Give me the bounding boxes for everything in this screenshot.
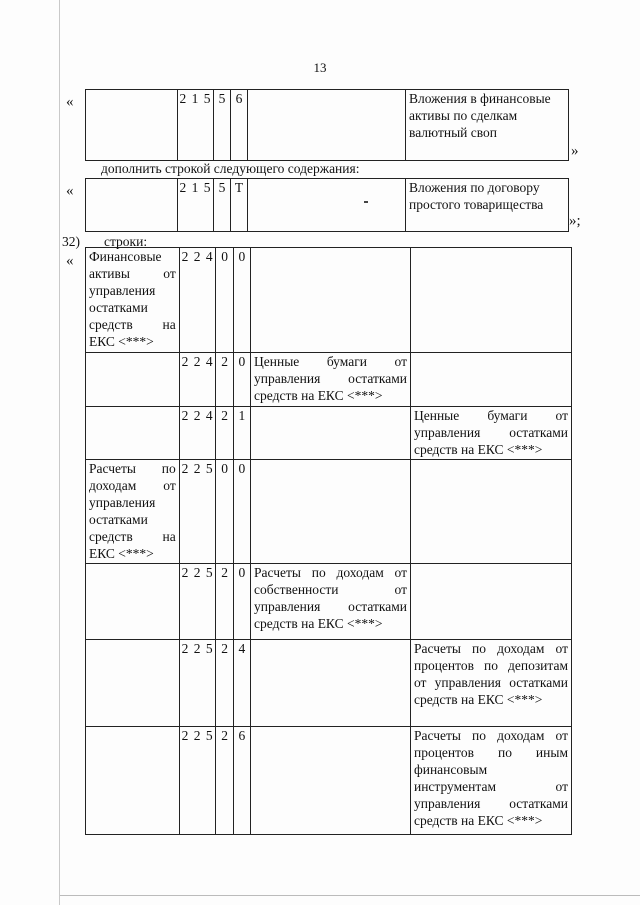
name-cell (86, 564, 180, 640)
digit-cell: 0 (233, 460, 250, 564)
item-number: 32) (62, 234, 80, 249)
digit-cell: 0 (233, 353, 250, 407)
name-cell (86, 179, 178, 232)
code-cell: 2 1 5 (178, 179, 214, 232)
table-row (86, 353, 572, 407)
digit-cell: 6 (231, 90, 248, 161)
group-cell (248, 179, 406, 232)
group-cell (251, 640, 411, 727)
code-cell: 2 2 4 (179, 407, 216, 460)
instruction-text: дополнить строкой следующего содержания: (101, 161, 360, 176)
code-cell: 2 2 5 (179, 727, 216, 835)
digit-cell: 0 (216, 248, 233, 353)
subgroup-cell (410, 564, 571, 640)
table-row (86, 640, 572, 727)
group-cell: Расчеты по доходам от собственности от управления остатками средств на ЕКС <***> (251, 564, 411, 640)
digit-cell: 2 (216, 640, 233, 727)
digit-cell: 5 (214, 90, 231, 161)
group-cell (251, 248, 411, 353)
table-row (86, 407, 572, 460)
scan-bottom-edge (60, 895, 640, 896)
name-cell (86, 353, 180, 407)
group-cell: Ценные бумаги от управления остатками средств на ЕКС <***> (251, 353, 411, 407)
open-quote-1: « (66, 94, 74, 110)
digit-cell: 0 (233, 248, 250, 353)
subgroup-cell: Вложения по договору простого товарищества (406, 179, 569, 232)
table-block-3 (85, 247, 572, 835)
scan-mark (364, 201, 368, 203)
digit-cell: 0 (233, 564, 250, 640)
subgroup-cell: Вложения в финансовые активы по сделкам валютный своп (406, 90, 569, 161)
scan-edge (59, 0, 60, 905)
digit-cell: 2 (216, 407, 233, 460)
digit-cell: 1 (233, 407, 250, 460)
subgroup-cell (410, 353, 571, 407)
digit-cell: 0 (216, 460, 233, 564)
group-cell (251, 727, 411, 835)
close-quote-2: »; (569, 213, 581, 229)
table-row (86, 248, 572, 353)
subgroup-cell (410, 460, 571, 564)
table-row (86, 727, 572, 835)
digit-cell: 6 (233, 727, 250, 835)
open-quote-3: « (66, 253, 74, 269)
close-quote-1: » (571, 143, 579, 159)
digit-cell: 4 (233, 640, 250, 727)
code-cell: 2 2 4 (179, 353, 216, 407)
table-block-2 (85, 178, 569, 232)
group-cell (251, 407, 411, 460)
group-cell (248, 90, 406, 161)
name-cell: Финансовые активы от управления остатками средств на ЕКС <***> (86, 248, 180, 353)
code-cell: 2 2 5 (179, 564, 216, 640)
table-block-1 (85, 89, 569, 161)
name-cell (86, 407, 180, 460)
name-cell: Расчеты по доходам от управления остатками средств на ЕКС <***> (86, 460, 180, 564)
page-number: 13 (313, 60, 327, 75)
code-cell: 2 2 5 (179, 460, 216, 564)
name-cell (86, 727, 180, 835)
open-quote-2: « (66, 183, 74, 199)
digit-cell: 2 (216, 727, 233, 835)
digit-cell: 2 (216, 564, 233, 640)
code-cell: 2 2 4 (179, 248, 216, 353)
subgroup-cell: Расчеты по доходам от процентов по депозитам от управления остатками средств на ЕКС <***> (410, 640, 571, 727)
digit-cell: 5 (214, 179, 231, 232)
digit-cell: 2 (216, 353, 233, 407)
subgroup-cell: Ценные бумаги от управления остатками средств на ЕКС <***> (410, 407, 571, 460)
name-cell (86, 640, 180, 727)
code-cell: 2 2 5 (179, 640, 216, 727)
digit-cell: Т (231, 179, 248, 232)
subgroup-cell (410, 248, 571, 353)
code-cell: 2 1 5 (178, 90, 214, 161)
name-cell (86, 90, 178, 161)
table-row (86, 460, 572, 564)
table-row (86, 564, 572, 640)
item-label: строки: (104, 234, 148, 249)
subgroup-cell: Расчеты по доходам от процентов по иным финансовым инструментам от управления остатками средств на ЕКС <***> (410, 727, 571, 835)
group-cell (251, 460, 411, 564)
